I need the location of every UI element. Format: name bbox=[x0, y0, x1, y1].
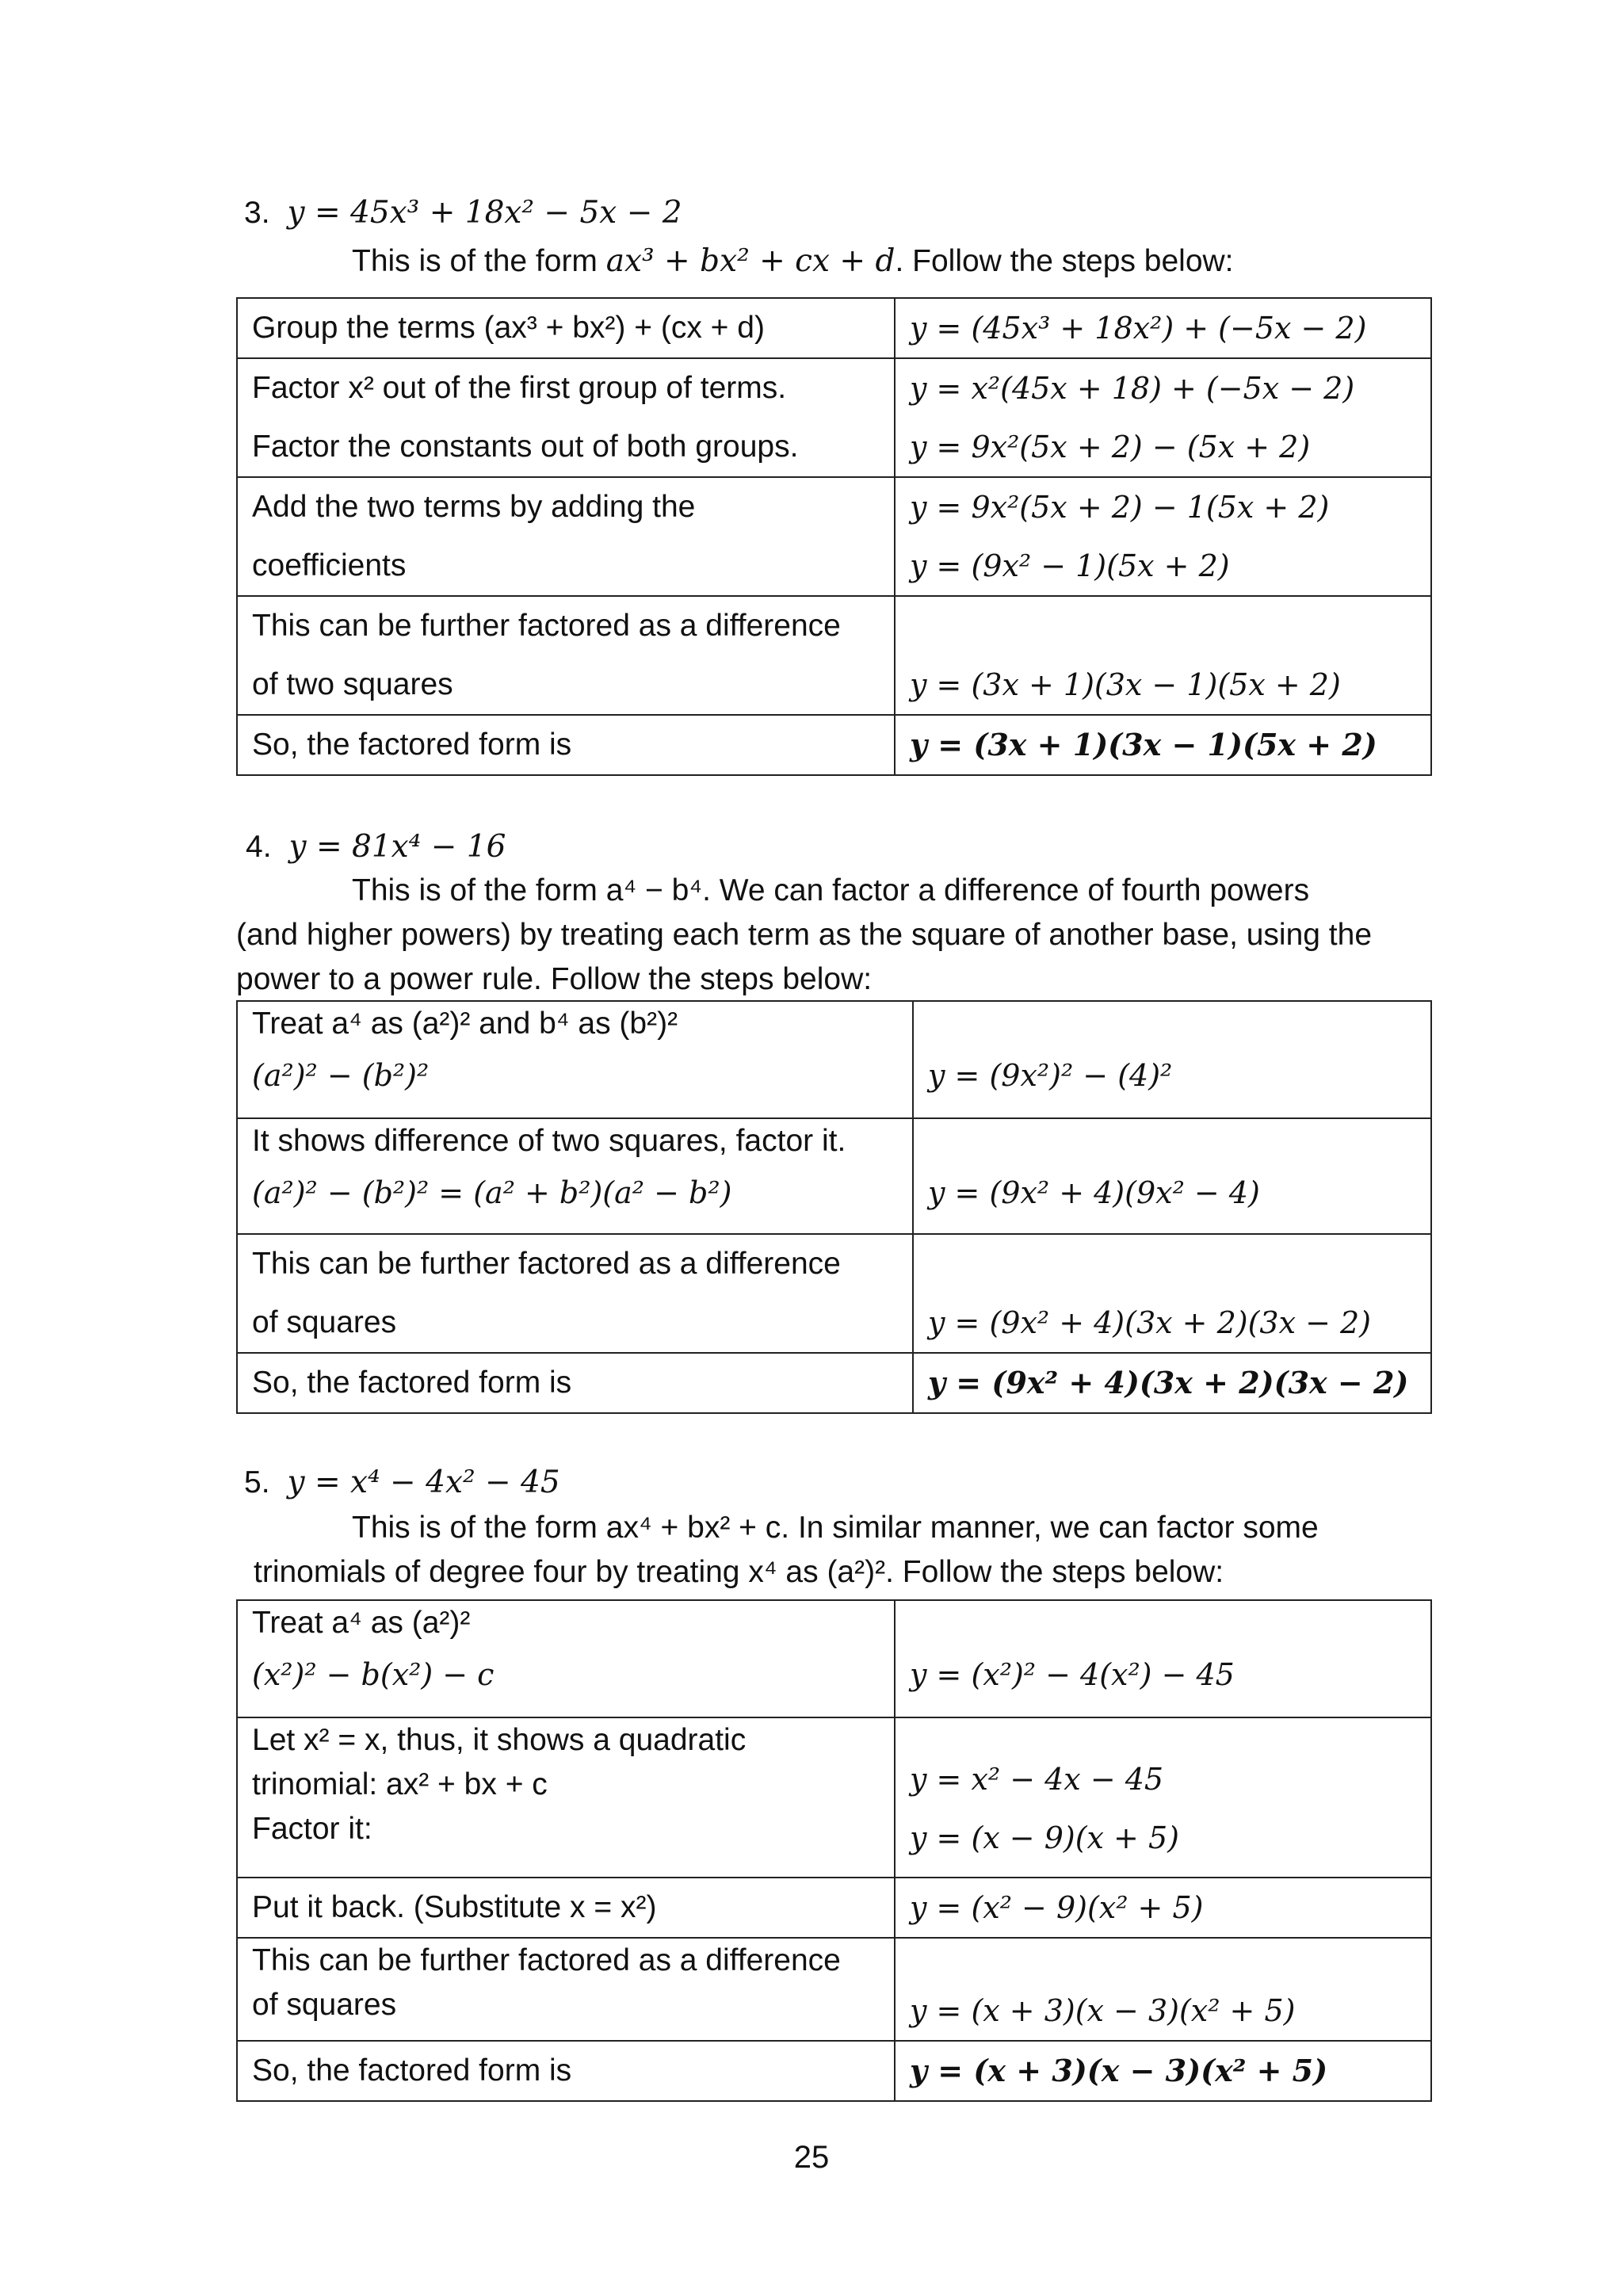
step-formula: (x²)² − b(x²) − c bbox=[252, 1657, 495, 1692]
step-result: y = (9x² + 4)(9x² − 4) bbox=[928, 1175, 1260, 1210]
problem-5-number: 5. bbox=[244, 1465, 270, 1499]
table-row bbox=[237, 1353, 1431, 1413]
step-description: Add the two terms by adding the bbox=[252, 490, 696, 524]
factored-form-result: y = (x + 3)(x − 3)(x² + 5) bbox=[910, 2053, 1328, 2088]
step-description: This can be further factored as a difference bbox=[252, 609, 841, 643]
step-result: y = (3x + 1)(3x − 1)(5x + 2) bbox=[910, 667, 1341, 702]
step-description: Put it back. (Substitute x = x²) bbox=[252, 1890, 657, 1924]
problem-5-steps-table bbox=[236, 1599, 1432, 2102]
step-result: y = (x²)² − 4(x²) − 45 bbox=[910, 1657, 1235, 1692]
step-result: y = (x − 9)(x + 5) bbox=[910, 1820, 1179, 1855]
problem-3-heading bbox=[244, 195, 682, 231]
step-formula: (a²)² − (b²)² bbox=[252, 1058, 430, 1093]
problem-3-intro: This is of the form ax³ + bx² + cx + d. Follow the steps below: bbox=[352, 243, 1234, 279]
step-description: of squares bbox=[252, 1305, 397, 1339]
step-description: trinomial: ax² + bx + c bbox=[252, 1767, 548, 1801]
step-description: Group the terms (ax³ + bx²) + (cx + d) bbox=[252, 311, 765, 345]
table-row bbox=[237, 1717, 1431, 1878]
step-description: of squares bbox=[252, 1988, 397, 2022]
step-description: Factor x² out of the first group of terms. bbox=[252, 371, 787, 405]
step-description: Let x² = x, thus, it shows a quadratic bbox=[252, 1723, 747, 1757]
table-row bbox=[237, 2041, 1431, 2101]
step-result: y = (x² − 9)(x² + 5) bbox=[910, 1890, 1204, 1925]
step-description: So, the factored form is bbox=[252, 728, 572, 762]
table-row bbox=[237, 1234, 1431, 1353]
step-description: Treat a⁴ as (a²)² and b⁴ as (b²)² bbox=[252, 1007, 678, 1041]
step-result: y = (9x² − 1)(5x + 2) bbox=[910, 548, 1230, 583]
step-description: Factor it: bbox=[252, 1812, 372, 1846]
factored-form-result: y = (3x + 1)(3x − 1)(5x + 2) bbox=[910, 727, 1377, 762]
step-description: of two squares bbox=[252, 667, 453, 701]
step-description: It shows difference of two squares, factor it. bbox=[252, 1124, 846, 1158]
problem-4-steps-table bbox=[236, 1000, 1432, 1414]
table-row bbox=[237, 1600, 1431, 1717]
problem-4-intro: This is of the form a⁴ − b⁴. We can factor a difference of fourth powers (and higher powers) by treating each term as the square of another base, using the power to a power rule. Follow the steps below: bbox=[236, 873, 1373, 996]
step-result: y = (45x³ + 18x²) + (−5x − 2) bbox=[910, 311, 1367, 346]
step-result: y = (9x²)² − (4)² bbox=[928, 1058, 1173, 1093]
factored-form-result: y = (9x² + 4)(3x + 2)(3x − 2) bbox=[928, 1365, 1409, 1400]
step-result: y = x² − 4x − 45 bbox=[910, 1762, 1164, 1797]
problem-5-equation: y = x⁴ − 4x² − 45 bbox=[287, 1465, 560, 1500]
step-result: y = x²(45x + 18) + (−5x − 2) bbox=[910, 371, 1355, 406]
step-description: Treat a⁴ as (a²)² bbox=[252, 1606, 471, 1640]
page-number: 25 bbox=[793, 2140, 830, 2175]
problem-5-heading bbox=[244, 1465, 560, 1500]
problem-3-steps-table bbox=[236, 297, 1432, 776]
step-description: coefficients bbox=[252, 548, 407, 583]
table-row bbox=[237, 298, 1431, 358]
problem-4-number: 4. bbox=[246, 830, 272, 864]
problem-3-equation: y = 45x³ + 18x² − 5x − 2 bbox=[287, 195, 682, 231]
problem-4-heading bbox=[246, 829, 506, 865]
step-formula: (a²)² − (b²)² = (a² + b²)(a² − b²) bbox=[252, 1175, 732, 1210]
table-row bbox=[237, 477, 1431, 596]
step-result: y = 9x²(5x + 2) − 1(5x + 2) bbox=[910, 490, 1330, 525]
step-description: This can be further factored as a difference bbox=[252, 1943, 841, 1977]
step-description: So, the factored form is bbox=[252, 1366, 572, 1400]
step-description: This can be further factored as a difference bbox=[252, 1247, 841, 1281]
problem-5-intro: This is of the form ax⁴ + bx² + c. In similar manner, we can factor some trinomials of degree four by treating x⁴ as (a²)². Follow the steps below: bbox=[254, 1511, 1319, 1589]
table-row bbox=[237, 715, 1431, 775]
table-row bbox=[237, 1938, 1431, 2041]
table-row bbox=[237, 358, 1431, 477]
step-result: y = (x + 3)(x − 3)(x² + 5) bbox=[910, 1993, 1296, 2028]
table-row bbox=[237, 1001, 1431, 1118]
problem-3-number: 3. bbox=[244, 196, 270, 230]
problem-4-equation: y = 81x⁴ − 16 bbox=[288, 829, 506, 865]
step-result: y = 9x²(5x + 2) − (5x + 2) bbox=[910, 430, 1311, 464]
step-result: y = (9x² + 4)(3x + 2)(3x − 2) bbox=[928, 1305, 1371, 1340]
step-description: So, the factored form is bbox=[252, 2053, 572, 2088]
table-row bbox=[237, 1118, 1431, 1234]
step-description: Factor the constants out of both groups. bbox=[252, 430, 799, 464]
table-row bbox=[237, 1878, 1431, 1938]
table-row bbox=[237, 596, 1431, 715]
